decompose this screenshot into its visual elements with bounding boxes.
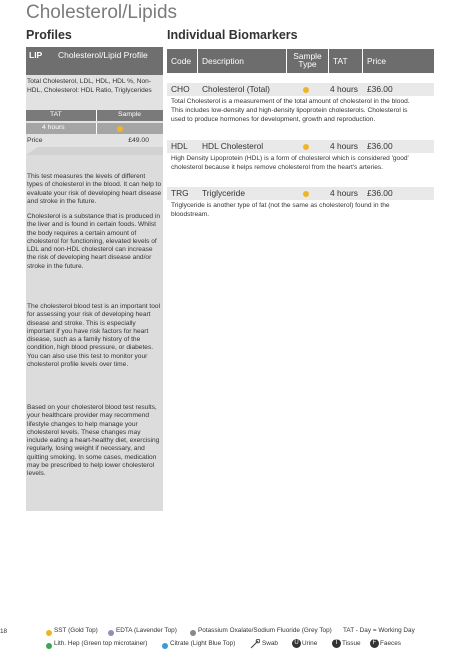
row-code: HDL: [171, 141, 188, 151]
sample-label: Sample: [118, 111, 142, 118]
swab-icon: [250, 639, 260, 649]
description-paragraph: Cholesterol is a substance that is produced in the liver and is found in certain foods. Whilst the body requires a certain amount of cholesterol for functioning, elevated levels of LDL and non-HDL cholesterol can increase the risk of developing heart disease and/or stroke in the future.: [27, 213, 161, 270]
column-header-code: Code: [171, 56, 192, 66]
row-price: £36.00: [367, 188, 393, 198]
row-description: Triglyceride is another type of fat (not the same as cholesterol) found in the bloodstream.: [171, 202, 390, 218]
row-code: CHO: [171, 84, 190, 94]
row-name: Cholesterol (Total): [202, 84, 270, 94]
profile-panel: [26, 47, 163, 511]
row-price: £36.00: [367, 141, 393, 151]
grey-top-dot-icon: [190, 630, 196, 636]
column-divider: [96, 123, 97, 134]
citrate-blue-dot-icon: [162, 643, 168, 649]
sst-gold-sample-icon: [303, 191, 309, 197]
row-price: £36.00: [367, 84, 393, 94]
biomarkers-heading: Individual Biomarkers: [167, 28, 298, 42]
profiles-heading: Profiles: [26, 28, 72, 42]
legend-citrate: Citrate (Light Blue Top): [170, 640, 236, 647]
row-description: Total Cholesterol is a measurement of the total amount of cholesterol in the blood. This includes low-density and high-density lipoprotein cholesterols. Cholesterol is used to produce hormones for development, growth and reproduction.: [171, 98, 410, 123]
row-tat: 4 hours: [330, 188, 358, 198]
sample-legend: [0, 624, 462, 654]
legend-urine: Urine: [302, 640, 318, 647]
tat-label: TAT: [50, 111, 62, 118]
lith-hep-green-dot-icon: [46, 643, 52, 649]
urine-icon: U: [292, 639, 301, 648]
sst-gold-sample-icon: [303, 87, 309, 93]
description-paragraph: This test measures the levels of different types of cholesterol in the blood. It can help to evaluate your risk of developing heart disease and stroke in the future.: [27, 173, 162, 205]
description-paragraph: Based on your cholesterol blood test results, your healthcare provider may recommend lifestyle changes to help manage your cholesterol levels. These changes may include eating a heart-healthy diet, exercising regularly, losing weight if necessary, and quitting smoking. In some cases, medication may be prescribed to help lower cholesterol levels.: [27, 404, 160, 478]
legend-lith-hep: Lith. Hep (Green top microtainer): [54, 640, 148, 647]
tissue-icon: T: [332, 639, 341, 648]
legend-tissue: Tissue: [342, 640, 361, 647]
row-name: Triglyceride: [202, 188, 245, 198]
profile-tests: Total Cholesterol, LDL, HDL, HDL %, Non-HDL, Cholesterol: HDL Ratio, Triglycerides: [27, 78, 152, 94]
price-row: [26, 136, 163, 147]
sst-gold-sample-icon: [303, 144, 309, 150]
table-header: [167, 49, 434, 73]
table-row: [167, 187, 434, 200]
legend-faeces: Faeces: [380, 640, 401, 647]
profile-header: [26, 47, 163, 75]
legend-tat-note: TAT - Day = Working Day: [343, 627, 415, 634]
legend-edta: EDTA (Lavender Top): [116, 627, 177, 634]
page-number: 18: [0, 628, 8, 635]
tat-sample-header-row: [26, 110, 163, 121]
profile-code: LIP: [29, 50, 43, 60]
sst-gold-dot-icon: [46, 630, 52, 636]
description-paragraph: The cholesterol blood test is an important tool for assessing your risk of developing heart disease and stroke. This is especially important if you have risk factors for heart disease, such as a family history of the condition, high blood pressure, or diabetes. You can also use this test to monitor your cholesterol profile levels over time.: [27, 303, 161, 369]
faeces-icon: F: [370, 639, 379, 648]
row-name: HDL Cholesterol: [202, 141, 264, 151]
row-code: TRG: [171, 188, 189, 198]
column-header-price: Price: [362, 49, 434, 73]
row-description: High Density Lipoprotein (HDL) is a form of cholesterol which is considered 'good' cholesterol because it helps remove cholesterol from the heart's arteries.: [171, 155, 409, 171]
row-tat: 4 hours: [330, 84, 358, 94]
table-row: [167, 83, 434, 96]
edta-lavender-dot-icon: [108, 630, 114, 636]
sst-gold-sample-icon: [117, 126, 123, 132]
legend-grey-top: Potassium Oxalate/Sodium Fluoride (Grey Top): [198, 627, 332, 634]
price-label: Price: [27, 137, 43, 144]
column-header-sample-type: Sample Type: [286, 49, 328, 73]
page-title: Cholesterol/Lipids: [26, 2, 178, 23]
column-divider: [96, 110, 97, 121]
table-row: [167, 140, 434, 153]
profile-description: [26, 155, 163, 511]
tat-value-row: [26, 123, 163, 134]
tat-value: 4 hours: [42, 124, 65, 131]
legend-swab: Swab: [262, 640, 278, 647]
price-value: £49.00: [128, 137, 149, 144]
profile-name: Cholesterol/Lipid Profile: [58, 50, 148, 60]
row-tat: 4 hours: [330, 141, 358, 151]
legend-sst: SST (Gold Top): [54, 627, 98, 634]
column-header-tat: TAT: [328, 49, 362, 73]
column-header-description: Description: [197, 49, 286, 73]
